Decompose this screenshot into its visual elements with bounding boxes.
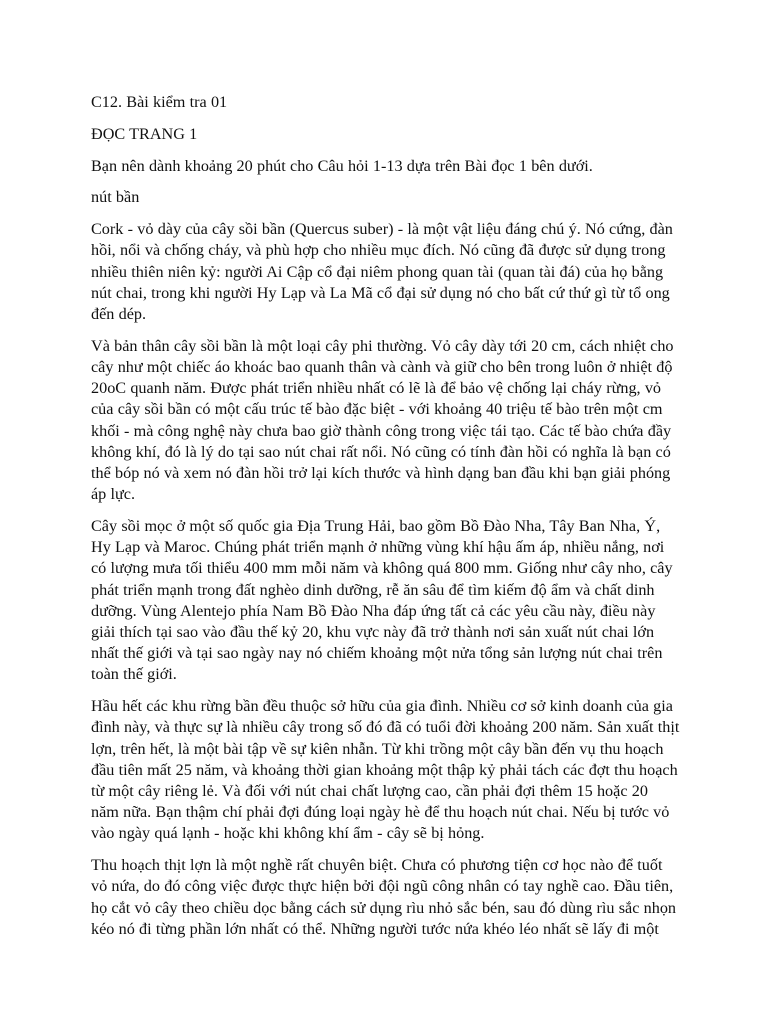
section-title: ĐỌC TRANG 1 [91, 124, 198, 143]
document-page [91, 92, 680, 951]
document-heading: C12. Bài kiểm tra 01 [91, 93, 228, 111]
paragraph: Và bản thân cây sồi bần là một loại cây phi thường. Vỏ cây dày tới 20 cm, cách nhiệt cho cây như một chiếc áo khoác bao quanh thân và cành và giữ cho bên trong luôn ở nhiệt độ 20oC quanh năm. Được phát triển nhiều nhất có lẽ là để bảo vệ chống lại cháy rừng, vỏ của cây sồi bần có một cấu trúc tế bào đặc biệt - với khoảng 40 triệu tế bào trên một cm khối - mà công nghệ này chưa bao giờ thành công trong việc tái tạo. Các tế bào chứa đầy không khí, đó là lý do tại sao nút chai rất nổi. Nó cũng có tính đàn hồi có nghĩa là bạn có thể bóp nó và xem nó đàn hồi trở lại kích thước và hình dạng ban đầu khi bạn giải phóng áp lực. [91, 336, 674, 504]
paragraph: Cây sồi mọc ở một số quốc gia Địa Trung Hải, bao gồm Bồ Đào Nha, Tây Ban Nha, Ý, Hy Lạp và Maroc. Chúng phát triển mạnh ở những vùng khí hậu ấm áp, nhiều nắng, nơi có lượng mưa tối thiểu 400 mm mỗi năm và không quá 800 mm. Giống như cây nho, cây phát triển mạnh trong đất nghèo dinh dưỡng, rễ ăn sâu để tìm kiếm độ ẩm và chất dinh dưỡng. Vùng Alentejo phía Nam Bồ Đào Nha đáp ứng tất cả các yêu cầu này, điều này giải thích tại sao vào đầu thế kỷ 20, khu vực này đã trở thành nơi sản xuất nút chai lớn nhất thế giới và tại sao ngày nay nó chiếm khoảng một nửa tổng sản lượng nút chai trên toàn thế giới. [91, 517, 673, 684]
paragraph: Thu hoạch thịt lợn là một nghề rất chuyên biệt. Chưa có phương tiện cơ học nào để tuốt vỏ nứa, do đó công việc được thực hiện bởi đội ngũ công nhân có tay nghề cao. Đầu tiên, họ cắt vỏ cây theo chiều dọc bằng cách sử dụng rìu nhỏ sắc bén, sau đó dùng rìu sắc nhọn kéo nó đi từng phần lớn nhất có thể. Những người tước nứa khéo léo nhất sẽ lấy đi một [91, 856, 677, 938]
instruction-text: Bạn nên dành khoảng 20 phút cho Câu hỏi 1-13 dựa trên Bài đọc 1 bên dưới. [91, 156, 593, 175]
paragraph: Hầu hết các khu rừng bần đều thuộc sở hữu của gia đình. Nhiều cơ sở kinh doanh của gia đình này, và thực sự là nhiều cây trong số đó đã có tuổi đời khoảng 200 năm. Sản xuất thịt lợn, trên hết, là một bài tập về sự kiên nhẫn. Từ khi trồng một cây bần đến vụ thu hoạch đầu tiên mất 25 năm, và khoảng thời gian khoảng một thập kỷ phải tách các đợt thu hoạch từ một cây riêng lẻ. Và đối với nút chai chất lượng cao, cần phải đợi thêm 15 hoặc 20 năm nữa. Bạn thậm chí phải đợi đúng loại ngày hè để thu hoạch nút chai. Nếu bị tước vỏ vào ngày quá lạnh - hoặc khi không khí ẩm - cây sẽ bị hỏng. [91, 697, 680, 843]
passage-title: nút bần [91, 188, 140, 207]
paragraph: Cork - vỏ dày của cây sồi bần (Quercus suber) - là một vật liệu đáng chú ý. Nó cứng, đàn hồi, nổi và chống cháy, và phù hợp cho nhiều mục đích. Nó cũng đã được sử dụng trong nhiều thiên niên kỷ: người Ai Cập cổ đại niêm phong quan tài (quan tài đá) của họ bằng nút chai, trong khi người Hy Lạp và La Mã cổ đại sử dụng nó cho bất cứ thứ gì từ tổ ong đến dép. [91, 220, 673, 323]
